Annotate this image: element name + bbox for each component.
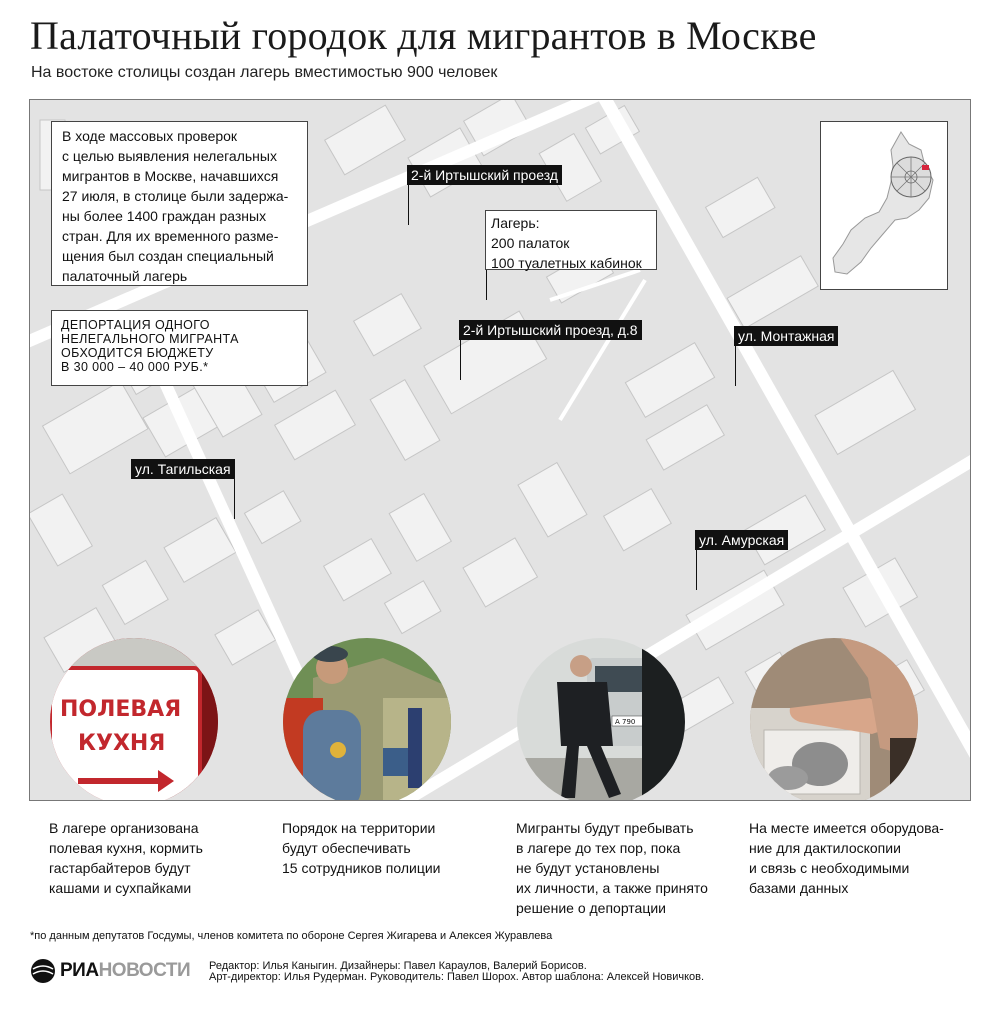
caption-police	[282, 818, 441, 878]
moscow-locator-map	[820, 121, 948, 290]
label-amurskaya[interactable]: ул. Амурская	[695, 530, 788, 550]
amurskaya-leader-line	[696, 550, 697, 590]
camp-location-marker	[922, 165, 929, 170]
intro-line: В ходе массовых проверок	[62, 128, 238, 144]
credits-line: Арт-директор: Илья Рудерман. Руководитель: Павел Шорох. Автор шаблона: Алексей Новичков.	[209, 971, 705, 983]
caption-line: и связь с необходимыми	[749, 860, 910, 876]
caption-line: полевая кухня, кормить	[49, 840, 203, 856]
caption-line: Порядок на территории	[282, 820, 436, 836]
intro-line: палаточный лагерь	[62, 268, 188, 284]
credits-line: Редактор: Илья Каныгин. Дизайнеры: Павел Караулов, Валерий Борисов.	[209, 960, 587, 972]
caption-line: в лагере до тех пор, пока	[516, 840, 681, 856]
label-tagilskaya[interactable]: ул. Тагильская	[131, 459, 235, 479]
caption-line: гастарбайтеров будут	[49, 860, 191, 876]
caption-line: В лагере организована	[49, 820, 199, 836]
photo-police-officer	[283, 638, 451, 801]
intro-line: 27 июля, в столице были задержа-	[62, 188, 289, 204]
camp-tents: 200 палаток	[491, 235, 570, 251]
camp-info-box	[485, 210, 657, 270]
photo-field-kitchen	[50, 638, 218, 801]
deportation-line: В 30 000 – 40 000 РУБ.*	[61, 360, 209, 374]
page-subtitle: На востоке столицы создан лагерь вместимостью 900 человек	[31, 64, 498, 81]
svg-text:А 790: А 790	[615, 718, 636, 726]
caption-fingerprinting	[749, 818, 944, 898]
camp-leader-line	[486, 270, 487, 300]
caption-line: 15 сотрудников полиции	[282, 860, 441, 876]
caption-line: решение о депортации	[516, 900, 666, 916]
photo-guard	[517, 638, 685, 801]
address-leader-line	[460, 340, 461, 380]
caption-line: базами данных	[749, 880, 849, 896]
map-area[interactable]	[29, 99, 971, 801]
globe-icon	[30, 958, 56, 984]
page-title: Палаточный городок для мигрантов в Москве	[30, 13, 817, 58]
ria-novosti-logo[interactable]	[30, 958, 190, 984]
intro-line: стран. Для их временного разме-	[62, 228, 279, 244]
caption-line: кашами и сухпайками	[49, 880, 192, 896]
irtysh-leader-line	[408, 185, 409, 225]
tagilskaya-leader-line	[234, 479, 235, 519]
deportation-line: ОБХОДИТСЯ БЮДЖЕТУ	[61, 346, 214, 360]
logo-wordmark: РИАНОВОСТИ	[60, 960, 191, 981]
label-montazhnaya[interactable]: ул. Монтажная	[734, 326, 838, 346]
deportation-line: НЕЛЕГАЛЬНОГО МИГРАНТА	[61, 332, 239, 346]
photo-fingerprinting	[750, 638, 918, 801]
svg-text:ПОЛЕВАЯ: ПОЛЕВАЯ	[60, 697, 182, 722]
caption-line: На месте имеется оборудова-	[749, 820, 944, 836]
intro-text-box	[51, 121, 308, 286]
caption-line: Мигранты будут пребывать	[516, 820, 694, 836]
caption-line: не будут установлены	[516, 860, 660, 876]
caption-line: их личности, а также принято	[516, 880, 708, 896]
moscow-outline	[821, 122, 947, 289]
intro-line: с целью выявления нелегальных	[62, 148, 277, 164]
caption-line: ние для дактилоскопии	[749, 840, 901, 856]
intro-line: мигрантов в Москве, начавшихся	[62, 168, 279, 184]
intro-line: ны более 1400 граждан разных	[62, 208, 267, 224]
svg-text:КУХНЯ: КУХНЯ	[78, 731, 166, 756]
camp-toilets: 100 туалетных кабинок	[491, 255, 642, 271]
caption-line: будут обеспечивать	[282, 840, 411, 856]
label-camp-address[interactable]: 2-й Иртышский проезд, д.8	[459, 320, 642, 340]
caption-field-kitchen	[49, 818, 203, 898]
caption-stay	[516, 818, 708, 918]
deportation-line: ДЕПОРТАЦИЯ ОДНОГО	[61, 318, 210, 332]
credits	[209, 961, 704, 983]
footnote: *по данным депутатов Госдумы, членов комитета по обороне Сергея Жигарева и Алексея Журавлева	[30, 930, 553, 942]
camp-title: Лагерь:	[491, 215, 540, 231]
label-irtysh-passage[interactable]: 2-й Иртышский проезд	[407, 165, 562, 185]
montazhnaya-leader-line	[735, 346, 736, 386]
deportation-cost-box	[51, 310, 308, 386]
intro-line: щения был создан специальный	[62, 248, 274, 264]
